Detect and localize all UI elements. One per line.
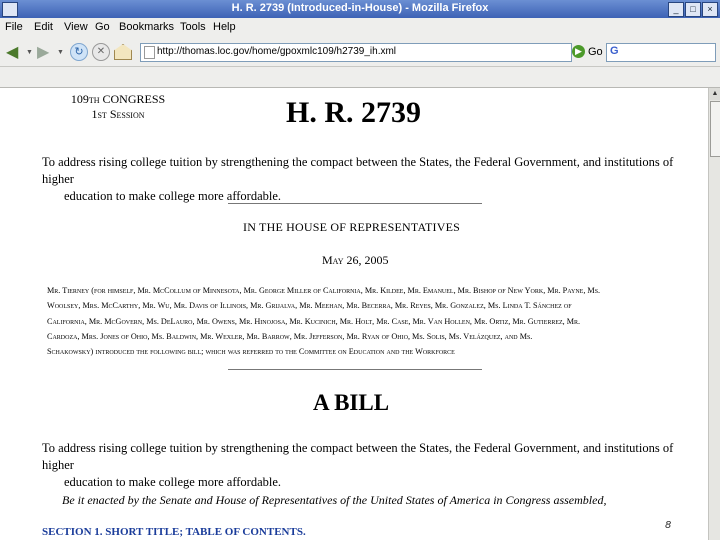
title-bar bbox=[0, 0, 720, 19]
menu-bookmarks[interactable]: Bookmarks bbox=[119, 21, 175, 33]
sponsor-line: California, Mr. McGovern, Ms. DeLauro, Mr. Owens, Mr. Hinojosa, Mr. Kucinich, Mr. Holt, Mr. Case, Mr. Van Hollen, Mr. Ortiz, Mr. Gutierrez, Mr. bbox=[47, 316, 581, 326]
vertical-scrollbar[interactable] bbox=[708, 88, 720, 540]
page-icon bbox=[144, 46, 155, 59]
section-1-link[interactable]: SECTION 1. SHORT TITLE; TABLE OF CONTENTS. bbox=[42, 526, 306, 538]
bookmarks-toolbar bbox=[0, 67, 720, 88]
maximize-button[interactable]: □ bbox=[685, 2, 701, 17]
window-title: H. R. 2739 (Introduced-in-House) - Mozilla Firefox bbox=[231, 2, 489, 14]
menu-help[interactable]: Help bbox=[213, 21, 236, 33]
close-button[interactable]: × bbox=[702, 2, 718, 17]
bill-purpose bbox=[42, 440, 682, 491]
url-text: http://thomas.loc.gov/home/gpoxmlc109/h2739_ih.xml bbox=[157, 46, 397, 57]
url-bar[interactable] bbox=[140, 43, 572, 62]
divider bbox=[228, 203, 482, 204]
chevron-down-icon: ▼ bbox=[57, 48, 64, 56]
go-label: Go bbox=[588, 45, 603, 58]
menu-view[interactable]: View bbox=[64, 21, 88, 33]
purpose-line: education to make college more affordable. bbox=[64, 475, 282, 489]
forward-arrow-icon: ▶ bbox=[37, 44, 50, 61]
menu-edit[interactable]: Edit bbox=[34, 21, 53, 33]
introduced-date: May 26, 2005 bbox=[322, 253, 389, 267]
bill-purpose bbox=[42, 154, 682, 205]
menu-tools[interactable]: Tools bbox=[180, 21, 206, 33]
minimize-button[interactable]: _ bbox=[668, 2, 684, 17]
reload-button[interactable] bbox=[70, 42, 88, 62]
congress-number: 109th CONGRESS bbox=[70, 92, 166, 106]
chevron-down-icon: ▼ bbox=[26, 48, 33, 56]
go-button[interactable] bbox=[572, 43, 603, 60]
back-button[interactable] bbox=[6, 42, 18, 62]
page-content bbox=[0, 88, 708, 540]
search-input[interactable] bbox=[606, 43, 716, 62]
home-icon bbox=[114, 44, 132, 60]
search-engine-icon: G bbox=[610, 45, 619, 57]
enacting-clause: Be it enacted by the Senate and House of Representatives of the United States of America in Congress assembled, bbox=[62, 493, 607, 507]
bill-heading: A BILL bbox=[313, 390, 390, 415]
home-button[interactable] bbox=[114, 42, 132, 62]
sponsor-line: Cardoza, Mrs. Jones of Ohio, Ms. Baldwin, Mr. Wexler, Mr. Barrow, Mr. Jefferson, Mr. Ryan of Ohio, Ms. Solis, Ms. Velázquez, and Ms. bbox=[47, 331, 533, 341]
stop-button[interactable] bbox=[92, 42, 110, 62]
back-history-dropdown[interactable] bbox=[26, 42, 33, 62]
sponsor-line: Woolsey, Mrs. McCarthy, Mr. Wu, Mr. Davis of Illinois, Mr. Grijalva, Mr. Meehan, Mr. Becerra, Mr. Reyes, Mr. Gonzalez, Ms. Linda T. Sánchez of bbox=[47, 301, 572, 311]
scroll-up-arrow-icon[interactable]: ▲ bbox=[709, 88, 720, 100]
house-heading: IN THE HOUSE OF REPRESENTATIVES bbox=[243, 220, 461, 234]
purpose-line: education to make college more affordable. bbox=[64, 189, 282, 203]
menu-file[interactable]: File bbox=[5, 21, 23, 33]
stop-icon: ✕ bbox=[92, 43, 110, 61]
bill-number: H. R. 2739 bbox=[286, 96, 421, 129]
slide-page-number: 8 bbox=[665, 520, 672, 531]
session: 1st Session bbox=[91, 107, 145, 121]
forward-button[interactable] bbox=[37, 42, 49, 62]
go-arrow-icon: ▶ bbox=[572, 45, 585, 58]
sponsor-line: Schakowsky) introduced the following bill; which was referred to the Committee on Education and the Workforce bbox=[47, 347, 455, 357]
menu-bar bbox=[0, 18, 720, 39]
congress-heading bbox=[68, 92, 168, 122]
sponsors-paragraph bbox=[47, 283, 672, 359]
purpose-line: To address rising college tuition by strengthening the compact between the States, the Federal Government, and institutions of higher bbox=[42, 155, 674, 186]
forward-history-dropdown[interactable] bbox=[57, 42, 64, 62]
back-arrow-icon: ◀ bbox=[6, 44, 19, 61]
scrollbar-thumb[interactable] bbox=[710, 101, 720, 157]
menu-go[interactable]: Go bbox=[95, 21, 110, 33]
reload-icon: ↻ bbox=[70, 43, 88, 61]
divider bbox=[228, 369, 482, 370]
sponsor-line: Mr. Tierney (for himself, Mr. McCollum of Minnesota, Mr. George Miller of California, Mr. Kildee, Mr. Emanuel, Mr. Bishop of New York, Mr. Payne, Ms. bbox=[47, 286, 601, 295]
purpose-line: To address rising college tuition by strengthening the compact between the States, the Federal Government, and institutions of higher bbox=[42, 441, 674, 472]
